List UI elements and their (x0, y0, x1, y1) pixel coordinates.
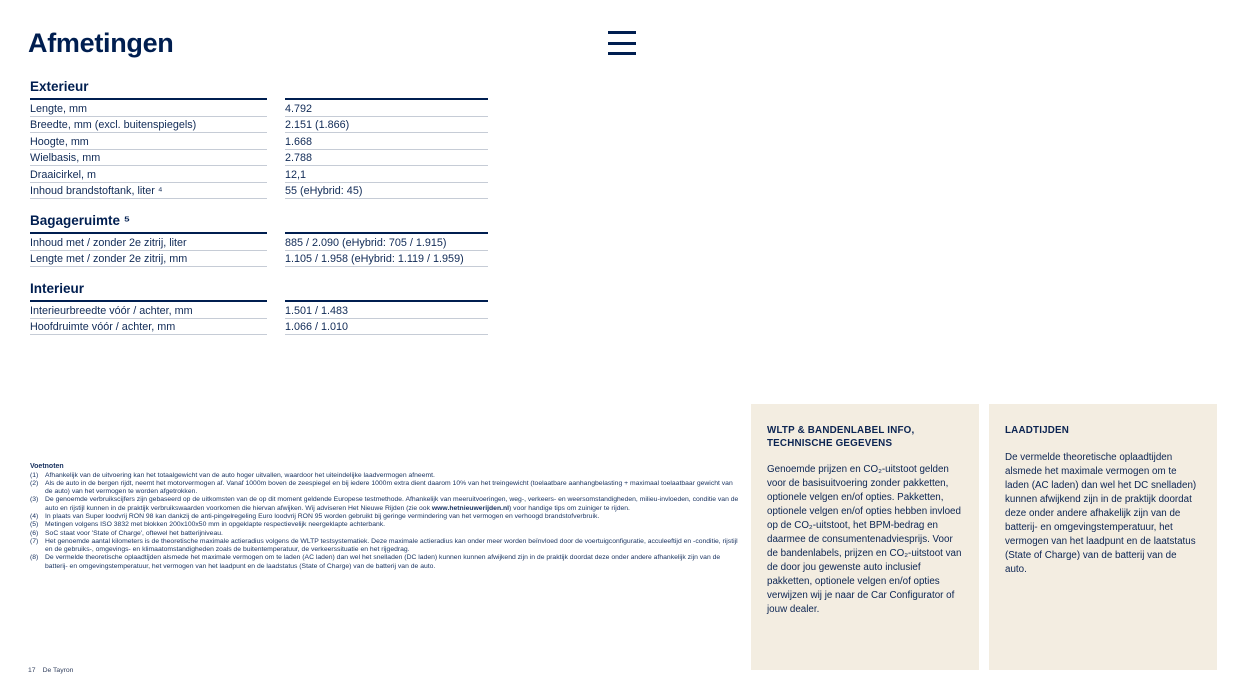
page-footer (28, 667, 73, 674)
footnote-item (30, 554, 742, 571)
footnote-item (30, 538, 742, 555)
footnote-run: Als de auto in de bergen rijdt, neemt het motorvermogen af. Vanaf 1000m boven de zeespiegel en bij iedere 1000m extra dient daarom 10% van het treingewicht (toelaatbare aanhangbelasting + maximaal toelaatbaar gewicht van de auto) van het vermogen te worden afgetrokken. (45, 479, 733, 496)
spec-label: Interieurbreedte vóór / achter, mm (30, 302, 267, 319)
column-gap (267, 117, 285, 134)
page-title: Afmetingen (28, 28, 174, 58)
hamburger-menu-icon (608, 42, 636, 45)
info-box-title-line: TECHNISCHE GEGEVENS (767, 437, 893, 449)
spec-header-row (30, 78, 488, 100)
info-box-title (767, 425, 963, 450)
column-gap (267, 78, 285, 100)
column-gap (267, 166, 285, 183)
footnotes-list (30, 472, 742, 572)
spec-label: Breedte, mm (excl. buitenspiegels) (30, 117, 267, 134)
info-box-title-line: WLTP & BANDENLABEL INFO, (767, 425, 915, 436)
footnotes (30, 463, 742, 571)
footnote-run: SoC staat voor 'State of Charge', oftewel het batterijniveau. (45, 529, 223, 537)
page-number: 17 (28, 667, 36, 674)
spec-value: 4.792 (285, 100, 488, 117)
spec-label: Inhoud met / zonder 2e zitrij, liter (30, 234, 267, 251)
column-gap (267, 212, 285, 234)
column-gap (267, 319, 285, 336)
column-gap (267, 183, 285, 200)
footnote-item (30, 521, 742, 529)
table-row (30, 234, 488, 251)
spec-label: Hoogte, mm (30, 133, 267, 150)
footnote-number: (4) (30, 512, 39, 520)
footnote-text (45, 472, 742, 480)
footnote-text (45, 496, 742, 513)
spec-header-row (30, 280, 488, 302)
column-gap (267, 251, 285, 268)
footnote-bold-link-text: www.hetnieuwerijden.nl (431, 504, 510, 512)
footnote-number: (5) (30, 521, 39, 529)
spec-section-title-cell (30, 212, 267, 234)
spec-label: Draaicirkel, m (30, 166, 267, 183)
spec-section (30, 78, 488, 199)
spec-value: 55 (eHybrid: 45) (285, 183, 488, 200)
footnote-text (45, 538, 742, 555)
table-row (30, 133, 488, 150)
spec-section (30, 280, 488, 335)
table-row (30, 117, 488, 134)
footnotes-heading: Voetnoten (30, 463, 64, 470)
column-gap (267, 100, 285, 117)
spec-section-title-cell (30, 78, 267, 100)
footnote-number: (2) (30, 479, 39, 487)
hamburger-menu-icon (608, 31, 636, 34)
spec-section-title: Interieur (30, 281, 85, 296)
spec-tables (30, 78, 488, 348)
footnote-run: Afhankelijk van de uitvoering kan het totaalgewicht van de auto hoger uitvallen, waardoor het uiteindelijke laadvermogen afneemt. (45, 471, 435, 479)
footnote-number: (7) (30, 537, 39, 545)
spec-section-title: Bagageruimte ⁵ (30, 213, 131, 228)
footnote-run: Het genoemde aantal kilometers is de theoretische maximale actieradius volgens de WLTP testsystematiek. Deze maximale actieradius kan onder meer worden beïnvloed door de voertuigconfiguratie, acculeeftijd en -conditie, rijstijl en de gebruiks-, omgevings- en klimaatomstandigheden zoals de buitentemperatuur, de verkeerssituatie en het rijgedrag. (45, 537, 738, 554)
footnote-run: Metingen volgens ISO 3832 met blokken 200x100x50 mm in opgeklapte respectievelijk neergeklapte achterbank. (45, 521, 386, 529)
footnote-text (45, 530, 742, 538)
column-gap (267, 302, 285, 319)
footnote-text (45, 480, 742, 497)
info-box-title (1005, 425, 1201, 438)
spec-value: 885 / 2.090 (eHybrid: 705 / 1.915) (285, 234, 488, 251)
table-row (30, 251, 488, 268)
footnote-item (30, 496, 742, 513)
spec-label: Inhoud brandstoftank, liter ⁴ (30, 183, 267, 200)
table-row (30, 302, 488, 319)
hamburger-menu-button[interactable] (608, 31, 638, 55)
doc-title: De Tayron (42, 667, 74, 674)
footnote-run: In plaats van Super loodvrij RON 98 kan dankzij de anti-pingelregeling Euro loodvrij RON 95 worden gebruikt bij geringe vermindering van het vermogen en verhoogd brandstofverbruik. (45, 512, 600, 520)
footnote-number: (3) (30, 496, 39, 504)
spec-value: 1.668 (285, 133, 488, 150)
footnote-number: (1) (30, 471, 39, 479)
footnote-number: (6) (30, 529, 39, 537)
footnote-item (30, 513, 742, 521)
hamburger-menu-icon (608, 52, 636, 55)
footnote-run: De vermelde theoretische oplaadtijden alsmede het maximale vermogen om te laden (AC laden) dan wel het snelladen (DC laden) kunnen kunnen afwijkend zijn in de praktijk doordat deze onder andere afhankelijk zijn van de batterij- en omgevingstemperatuur, het vermogen van het laadpunt en de laadstatus (State of Charge) van de batterij van de auto. (45, 554, 721, 570)
footnote-number: (8) (30, 554, 39, 562)
spec-value-header-cell (285, 212, 488, 234)
spec-value-header-cell (285, 280, 488, 302)
spec-value: 1.066 / 1.010 (285, 319, 488, 336)
spec-label: Hoofdruimte vóór / achter, mm (30, 319, 267, 336)
table-row (30, 100, 488, 117)
column-gap (267, 133, 285, 150)
spec-value: 2.788 (285, 150, 488, 167)
spec-section-title-cell (30, 280, 267, 302)
spec-label: Lengte, mm (30, 100, 267, 117)
table-row (30, 183, 488, 200)
table-row (30, 150, 488, 167)
info-box (989, 404, 1217, 670)
footnote-text (45, 521, 742, 529)
footnote-item (30, 480, 742, 497)
info-box-body: Genoemde prijzen en CO₂-uitstoot gelden voor de basisuitvoering zonder pakketten, optionele velgen en/of opties. Pakketten, optionele velgen en/of opties hebben invloed op de CO₂-uitstoot, het BPM-bedrag en daarmee de consumentenadviesprijs. Voor de bandenlabels, prijzen en CO₂-uitstoot van de door jou gewenste auto inclusief pakketten, optionele velgen en/of opties verwijzen wij je naar de Car Configurator of jouw dealer. (767, 464, 962, 615)
spec-value: 1.501 / 1.483 (285, 302, 488, 319)
footnote-text (45, 554, 742, 571)
column-gap (267, 280, 285, 302)
spec-value: 1.105 / 1.958 (eHybrid: 1.119 / 1.959) (285, 251, 488, 268)
footnote-run: ) voor handige tips om zuiniger te rijden. (509, 504, 630, 512)
info-box (751, 404, 979, 670)
spec-value-header-cell (285, 78, 488, 100)
footnote-text (45, 513, 742, 521)
footnote-run: De genoemde verbruikscijfers zijn gebaseerd op de uitkomsten van de op dit moment geldende Europese testmethode. Afhankelijk van meeruitvoeringen, weg-, verkeers- en weersomstandigheden, milieu-invloeden, conditie van de auto en rijstijl kunnen in de praktijk verbruikswaarden voorkomen die hiervan afwijken. Wij adviseren Het Nieuwe Rijden (zie ook (45, 496, 739, 512)
column-gap (267, 150, 285, 167)
spec-label: Wielbasis, mm (30, 150, 267, 167)
spec-section (30, 212, 488, 267)
info-box-body: De vermelde theoretische oplaadtijden alsmede het maximale vermogen om te laden (AC laden) dan wel het DC snelladen) kunnen afwijkend zijn in de praktijk doordat deze onder andere afhakelijk zijn van de batterij- en omgevingstemperatuur, het vermogen van het laadpunt en de laatstatus (State of Charge) van de batterij van de auto. (1005, 451, 1197, 575)
table-row (30, 166, 488, 183)
footnote-item (30, 472, 742, 480)
spec-value: 2.151 (1.866) (285, 117, 488, 134)
spec-section-title: Exterieur (30, 79, 89, 94)
spec-value: 12,1 (285, 166, 488, 183)
column-gap (267, 234, 285, 251)
spec-label: Lengte met / zonder 2e zitrij, mm (30, 251, 267, 268)
spec-header-row (30, 212, 488, 234)
info-box-title-line: LAADTIJDEN (1005, 425, 1070, 436)
footnote-item (30, 530, 742, 538)
table-row (30, 319, 488, 336)
